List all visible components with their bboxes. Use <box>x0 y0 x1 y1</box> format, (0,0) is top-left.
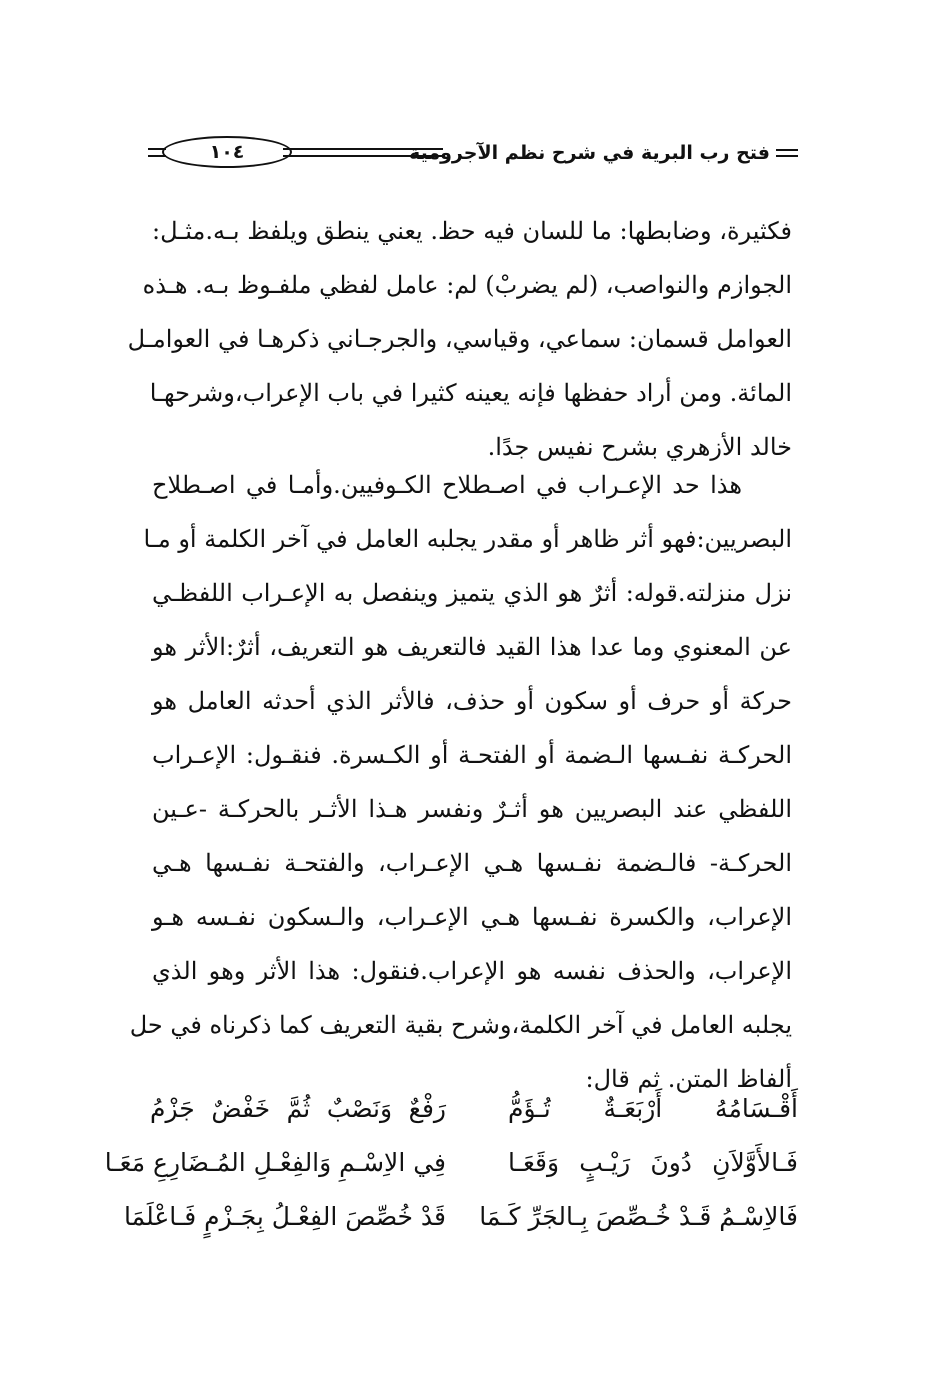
text-line: هذا حد الإعـراب في اصـطلاح الكـوفيين.وأمـا في اصـطلاح <box>152 471 742 499</box>
page-number: ١٠٤ <box>162 136 292 168</box>
text-line: خالد الأزهري بشرح نفيس جدًا. <box>487 433 792 461</box>
running-header <box>148 140 798 176</box>
text-line: البصريين:فهو أثر ظاهر أو مقدر يجلبه العامل في آخر الكلمة أو مـا <box>143 525 792 553</box>
text-line: الإعراب، والكسرة نفـسها هـي الإعـراب، والـسكون نفـسه هـو <box>152 903 792 931</box>
verse-first-hemistich: فَالاِسْـمُ قَـدْ خُـصِّصَ بِـالجَرِّ كَـمَا <box>479 1202 798 1231</box>
text-line: المائة. ومن أراد حفظها فإنه يعينه كثيرا في باب الإعراب،وشرحهـا <box>149 379 792 407</box>
text-line: الإعراب، والحذف نفسه هو الإعراب.فنقول: هذا الأثر وهو الذي <box>152 957 792 985</box>
text-line: الحركـة- فالـضمة نفـسها هـي الإعـراب، والفتحـة نفـسها هـي <box>152 849 792 877</box>
text-line: الجوازم والنواصب، (لم يضربْ) لم: عامل لفظي ملفـوظ بـه. هـذه <box>142 271 792 299</box>
text-line: نزل منزلته.قوله: أثرٌ هو الذي يتميز وينفصل به الإعـراب اللفظـي <box>152 579 792 607</box>
text-line: الحركـة نفـسها الـضمة أو الفتحـة أو الكـسرة. فنقـول: الإعـراب <box>152 741 792 769</box>
text-line: العوامل قسمان: سماعي، وقياسي، والجرجـاني ذكرهـا في العوامـل <box>127 325 792 353</box>
header-double-rule-left <box>148 148 166 157</box>
verse-second-hemistich: قَدْ خُصِّصَ الفِعْـلُ بِجَـزْمٍ فَـاعْلَمَا <box>124 1202 446 1231</box>
verse-line <box>104 1136 798 1190</box>
verse-line <box>150 1082 798 1136</box>
poem-verses <box>104 1082 798 1244</box>
verse-second-hemistich: رَفْعٌ وَنَصْبٌ ثُمَّ خَفْضٌ جَزْمُ <box>150 1094 446 1123</box>
header-double-rule <box>283 148 443 157</box>
text-line: حركة أو حرف أو سكون أو حذف، فالأثر الذي أحدثه العامل هو <box>152 687 792 715</box>
paragraph-2 <box>129 458 792 1106</box>
verse-first-hemistich: أَقْـسَامُهُ أَرْبَعَـةٌ تُـؤَمُّ <box>508 1094 798 1123</box>
paragraph-1 <box>127 204 792 474</box>
text-line: اللفظي عند البصريين هو أثـرٌ ونفسر هـذا الأثـر بالحركـة -عـين <box>152 795 792 823</box>
header-dash-ornament <box>776 149 798 157</box>
verse-line <box>124 1190 798 1244</box>
text-line: ألفاظ المتن. ثم قال: <box>585 1065 792 1093</box>
text-line: فكثيرة، وضابطها: ما للسان فيه حظ. يعني ينطق ويلفظ بـه.مثـل: <box>151 217 792 245</box>
book-title: فتح رب البرية في شرح نظم الآجرومية <box>409 142 770 164</box>
text-line: عن المعنوي وما عدا هذا القيد فالتعريف هو التعريف، أثرٌ:الأثر هو <box>152 633 792 661</box>
verse-first-hemistich: فَـالأَوَّلاَنِ دُونَ رَيْـبٍ وَقَعَـا <box>508 1148 798 1177</box>
verse-second-hemistich: فِي الاِسْـمِ وَالفِعْـلِ المُـضَارِعِ مَعَـا <box>104 1148 446 1177</box>
text-line: يجلبه العامل في آخر الكلمة،وشرح بقية التعريف كما ذكرناه في حل <box>129 1011 792 1039</box>
